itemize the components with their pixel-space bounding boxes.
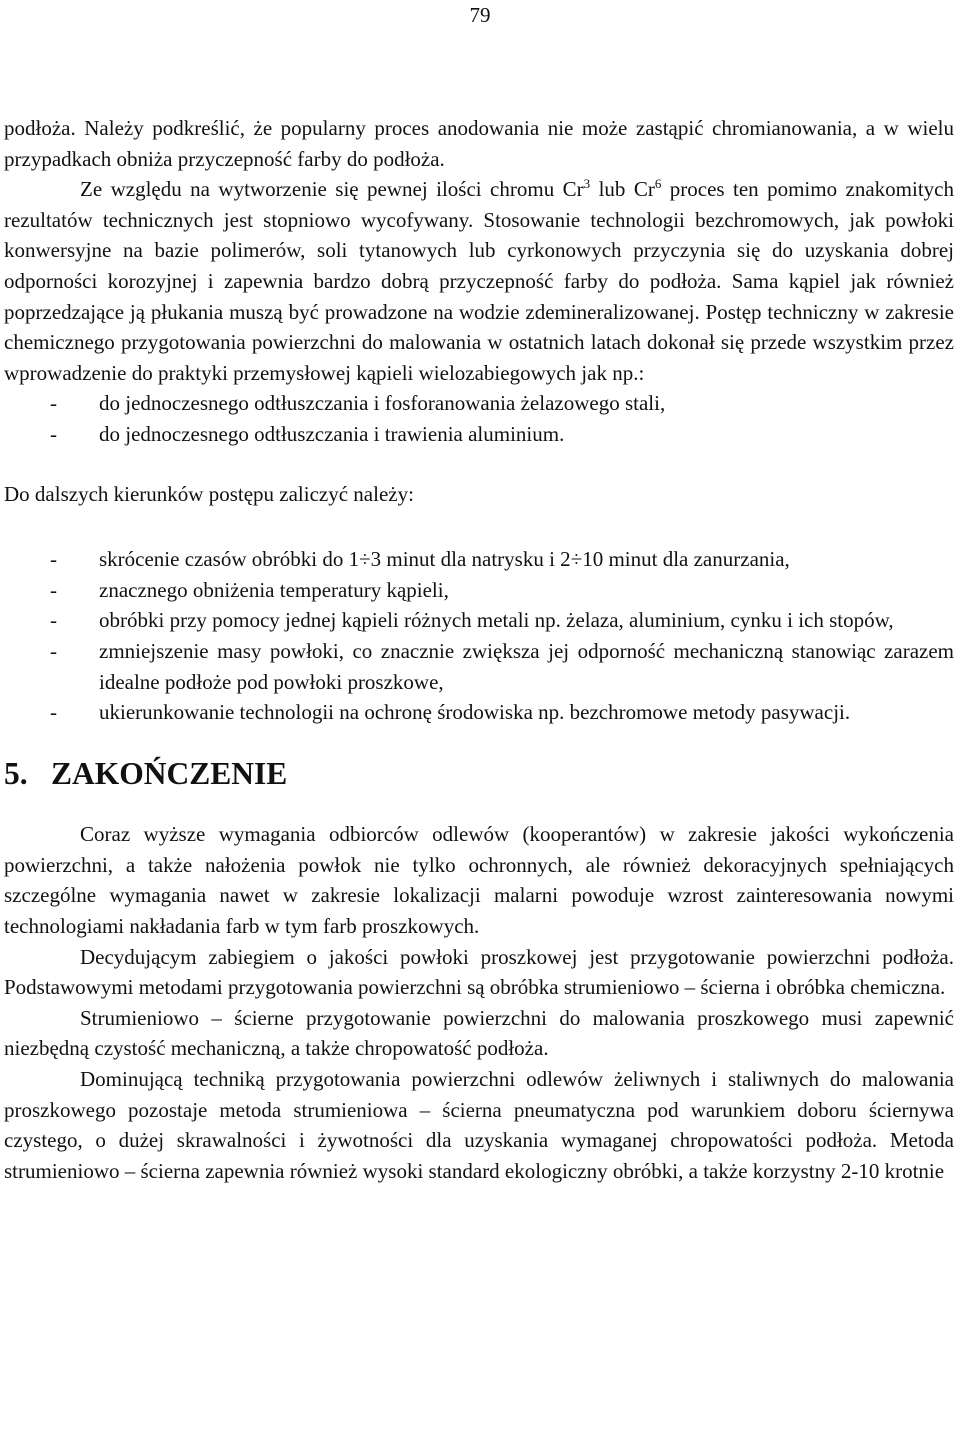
intro-paragraph-1: podłoża. Należy podkreślić, że popularny proces anodowania nie może zastąpić chromianowania, a w wielu przypadkach obniża przyczepność farby do podłoża. (4, 116, 954, 171)
section-number: 5. (4, 755, 28, 791)
list-item-text: do jednoczesnego odtłuszczania i fosforanowania żelazowego stali, (99, 391, 666, 416)
list-item (4, 697, 954, 728)
intro-paragraph-2 (4, 174, 954, 388)
list-item-text: znacznego obniżenia temperatury kąpieli, (99, 577, 449, 602)
directions-heading: Do dalszych kierunków postępu zaliczyć należy: (4, 481, 414, 506)
chromium-text-a: Ze względu na wytworzenie się pewnej ilości chromu Cr (80, 177, 584, 202)
page-content (4, 113, 954, 1186)
conclusion-paragraph-4: Dominującą techniką przygotowania powierzchni odlewów żeliwnych i staliwnych do malowania proszkowego pozostaje metoda strumieniowa – ścierna pneumatyczna pod warunkiem doboru ściernywa czystego, o dużej skrawalności i żywotności dla uzyskania wymaganej chropowatości podłoża. Metoda strumieniowo – ścierna zapewnia również wysoki standard ekologiczny obróbki, a także korzystny 2-10 krotnie (4, 1067, 954, 1183)
chromium-superscript-3: 3 (583, 176, 591, 192)
list-item-text: skrócenie czasów obróbki do 1÷3 minut dla natrysku i 2÷10 minut dla zanurzania, (99, 547, 790, 572)
page-number: 79 (469, 3, 491, 27)
dash-marker: - (50, 608, 57, 633)
dash-marker: - (50, 638, 57, 663)
directions-list (4, 544, 954, 728)
list-item (4, 388, 954, 419)
list-item-text: ukierunkowanie technologii na ochronę środowiska np. bezchromowe metody pasywacji. (99, 700, 851, 725)
list-item (4, 636, 954, 697)
dash-marker: - (50, 421, 57, 446)
chromium-text-c: proces ten pomimo znakomitych rezultatów technicznych jest stopniowo wycofywany. Stosowanie technologii bezchromowych, jak powłoki konwersyjne na bazie polimerów, soli tytanowych lub cyrkonowych przyczynia się do uzyskania dobrej odporności korozyjnej i zapewnia bardzo dobrą przyczepność farby do podłoża. Sama kąpiel jak również poprzedzające ją płukania muszą być prowadzone na wodzie zdemineralizowanej. Postęp techniczny w zakresie chemicznego przygotowania powierzchni do malowania w ostatnich latach dokonał się przede wszystkim przez wprowadzenie do praktyki przemysłowej kąpieli wielozabiegowych jak np.: (4, 177, 954, 385)
dash-marker: - (50, 547, 57, 572)
list-item-text: zmniejszenie masy powłoki, co znacznie zwiększa jej odporność mechaniczną stanowiąc zarazem idealne podłoże pod powłoki proszkowe, (99, 638, 954, 694)
dash-marker: - (50, 391, 57, 416)
conclusion-paragraph-1: Coraz wyższe wymagania odbiorców odlewów (kooperantów) w zakresie jakości wykończenia powierzchni, a także nałożenia powłok nie tylko ochronnych, ale również dekoracyjnych spełniających szczególne wymagania nawet w zakresie lokalizacji malarni powoduje wzrost zainteresowania nowymi technologiami nakładania farb w tym farb proszkowych. (4, 822, 954, 939)
list-item-text: obróbki przy pomocy jednej kąpieli różnych metali np. żelaza, aluminium, cynku i ich stopów, (99, 608, 894, 633)
dash-marker: - (50, 700, 57, 725)
section-title: ZAKOŃCZENIE (51, 755, 288, 791)
list-item-text: do jednoczesnego odtłuszczania i trawienia aluminium. (99, 421, 565, 446)
dash-marker: - (50, 577, 57, 602)
list-item (4, 419, 954, 450)
intro-list (4, 388, 954, 449)
conclusion-paragraph-3: Strumieniowo – ścierne przygotowanie powierzchni do malowania proszkowego musi zapewnić niezbędną czystość mechaniczną, a także chropowatość podłoża. (4, 1005, 954, 1061)
list-item (4, 605, 954, 636)
conclusion-paragraph-2: Decydującym zabiegiem o jakości powłoki proszkowej jest przygotowanie powierzchni podłoża. Podstawowymi metodami przygotowania powierzchni są obróbka strumieniowo – ścierna i obróbka chemiczna. (4, 944, 954, 1000)
list-item (4, 544, 954, 575)
list-item (4, 575, 954, 606)
chromium-superscript-6: 6 (654, 176, 662, 192)
section-heading (4, 755, 954, 791)
chromium-text-b: lub Cr (590, 177, 655, 202)
